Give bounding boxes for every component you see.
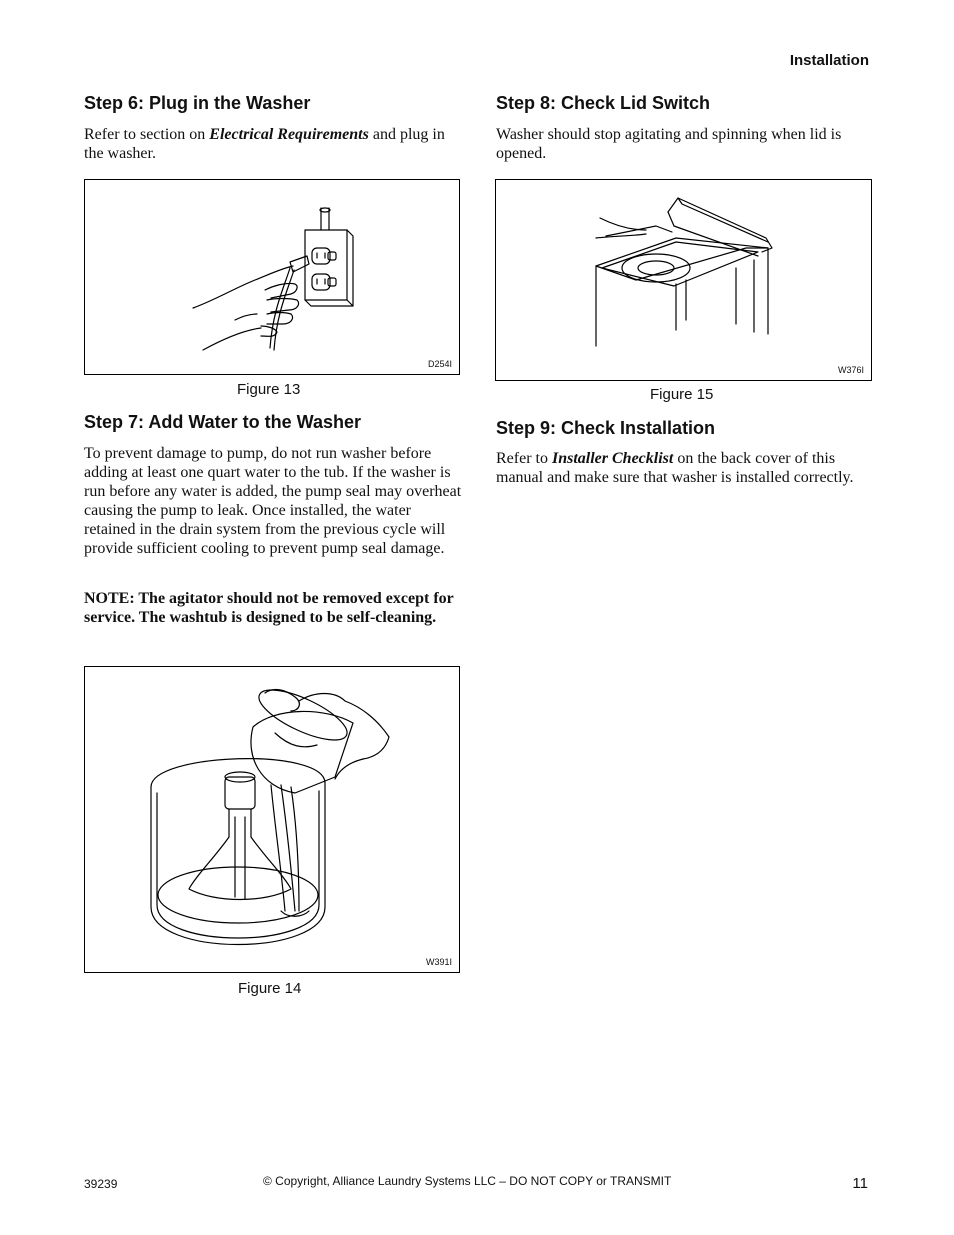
figure-14-frame (84, 666, 460, 973)
installer-checklist-reference: Installer Checklist (551, 450, 674, 467)
step9-text: Refer to Installer Checklist on the back cover of this manual and make sure that washer is installed correctly. (496, 450, 854, 486)
step7-heading: Step 7: Add Water to the Washer (84, 412, 362, 432)
step6-heading: Step 6: Plug in the Washer (84, 93, 311, 113)
step8-heading: Step 8: Check Lid Switch (496, 93, 711, 113)
add-water-illustration (85, 667, 459, 972)
figure-14-code: W391I (425, 957, 452, 967)
figure-13-caption: Figure 13 (237, 381, 301, 398)
figure-15-code: W376I (837, 365, 864, 375)
figure-13-frame (84, 179, 460, 375)
step8-text: Washer should stop agitating and spinning when lid is opened. (496, 126, 842, 162)
lid-switch-illustration (496, 180, 871, 380)
figure-15-frame (495, 179, 872, 381)
electrical-requirements-reference: Electrical Requirements (209, 126, 369, 143)
step9-heading: Step 9: Check Installation (496, 418, 716, 438)
agitator-note: NOTE: The agitator should not be removed except for service. The washtub is designed to be self-cleaning. (84, 590, 454, 626)
copyright-notice: © Copyright, Alliance Laundry Systems LLC – DO NOT COPY or TRANSMIT (263, 1174, 672, 1188)
figure-13-code: D254I (427, 359, 452, 369)
document-number: 39239 (84, 1177, 118, 1191)
page-number: 11 (852, 1175, 868, 1192)
section-label: Installation (789, 52, 869, 69)
step6-text: Refer to section on Electrical Requirements and plug in the washer. (84, 126, 445, 162)
figure-15-caption: Figure 15 (650, 386, 714, 403)
step7-text: To prevent damage to pump, do not run washer before adding at least one quart water to the tub. If the washer is run before any water is added, the pump seal may overheat causing the pump to leak. Once installed, the water retained in the drain system from the previous cycle will provide sufficient cooling to prevent pump seal damage. (84, 445, 462, 557)
plug-in-illustration (85, 180, 459, 374)
figure-14-caption: Figure 14 (238, 980, 302, 997)
